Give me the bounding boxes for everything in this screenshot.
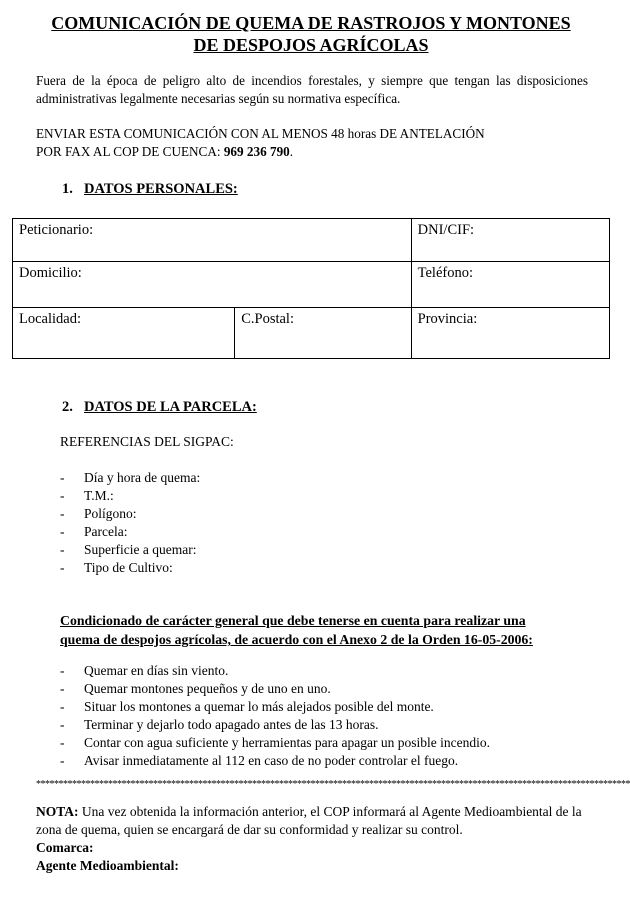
list-item: - Avisar inmediatamente al 112 en caso de no poder controlar el fuego. [60,753,459,768]
section-1-heading [62,181,238,198]
list-item: - Quemar en días sin viento. [60,663,229,678]
conditions-heading-line-1: Condicionado de carácter general que debe tenerse en cuenta para realizar una [60,613,526,628]
section-1-title: DATOS PERSONALES: [84,181,238,197]
conditions-heading-line-2: quema de despojos agrícolas, de acuerdo con el Anexo 2 de la Orden 16-05-2006: [60,632,533,647]
telefono-field[interactable]: Teléfono: [411,262,609,308]
conditions-list [60,662,490,770]
send-notice [36,125,588,161]
condition-text: Avisar inmediatamente al 112 en caso de no poder controlar el fuego. [84,753,459,768]
comarca-label: Comarca: [36,840,94,855]
localidad-field[interactable]: Localidad: [13,308,235,359]
list-item: - Quemar montones pequeños y de uno en uno. [60,681,331,696]
list-item: - Contar con agua suficiente y herramientas para apagar un posible incendio. [60,735,490,750]
list-item: - Día y hora de quema: [60,470,201,485]
agente-label: Agente Medioambiental: [36,858,179,873]
separator-line: ************************************************************************************************************************************ [36,779,630,790]
list-item: - T.M.: [60,488,114,503]
section-2-number: 2. [62,399,73,415]
list-item: - Tipo de Cultivo: [60,560,173,575]
parcel-item-label: Tipo de Cultivo: [84,560,173,575]
parcel-item-label: Superficie a quemar: [84,542,197,557]
list-item: - Situar los montones a quemar lo más alejados posible del monte. [60,699,434,714]
list-item: - Parcela: [60,524,128,539]
title-line-1: COMUNICACIÓN DE QUEMA DE RASTROJOS Y MONTONES [51,13,571,33]
note-paragraph [36,803,586,839]
document-title [20,12,602,56]
send-notice-suffix: . [289,144,294,159]
parcel-items-list [60,469,200,577]
dni-field[interactable]: DNI/CIF: [411,219,609,262]
sigpac-label: REFERENCIAS DEL SIGPAC: [60,434,234,449]
condition-text: Quemar montones pequeños y de uno en uno. [84,681,331,696]
domicilio-field[interactable]: Domicilio: [13,262,412,308]
note-label: NOTA: [36,804,79,819]
list-item: - Superficie a quemar: [60,542,197,557]
condition-text: Quemar en días sin viento. [84,663,229,678]
condition-text: Terminar y dejarlo todo apagado antes de las 13 horas. [84,717,379,732]
fax-number: 969 236 790 [223,144,290,159]
condition-text: Situar los montones a quemar lo más alejados posible del monte. [84,699,434,714]
cpostal-field[interactable]: C.Postal: [235,308,411,359]
parcel-item-label: T.M.: [84,488,114,503]
provincia-field[interactable]: Provincia: [411,308,609,359]
peticionario-field[interactable]: Peticionario: [13,219,412,262]
parcel-item-label: Parcela: [84,524,128,539]
send-notice-line-2 [36,143,588,161]
send-notice-prefix: POR FAX AL COP DE CUENCA: [36,144,224,159]
parcel-item-label: Polígono: [84,506,137,521]
title-line-2: DE DESPOJOS AGRÍCOLAS [193,35,429,55]
list-item: - Terminar y dejarlo todo apagado antes de las 13 horas. [60,717,379,732]
section-1-number: 1. [62,181,73,197]
intro-paragraph: Fuera de la época de peligro alto de incendios forestales, y siempre que tengan las disposiciones administrativas legalmente necesarias según su normativa específica. [36,73,588,106]
conditions-heading [60,611,590,649]
condition-text: Contar con agua suficiente y herramientas para apagar un posible incendio. [84,735,490,750]
note-block [36,803,586,875]
parcel-item-label: Día y hora de quema: [84,470,201,485]
personal-data-table [12,218,610,359]
send-notice-line-1: ENVIAR ESTA COMUNICACIÓN CON AL MENOS 48 horas DE ANTELACIÓN [36,126,485,141]
section-2-heading [62,399,257,416]
list-item: - Polígono: [60,506,137,521]
section-2-title: DATOS DE LA PARCELA: [84,399,257,415]
note-text: Una vez obtenida la información anterior, el COP informará al Agente Medioambiental de la zona de quema, quien se encargará de dar su conformidad y realizar su control. [36,804,582,837]
